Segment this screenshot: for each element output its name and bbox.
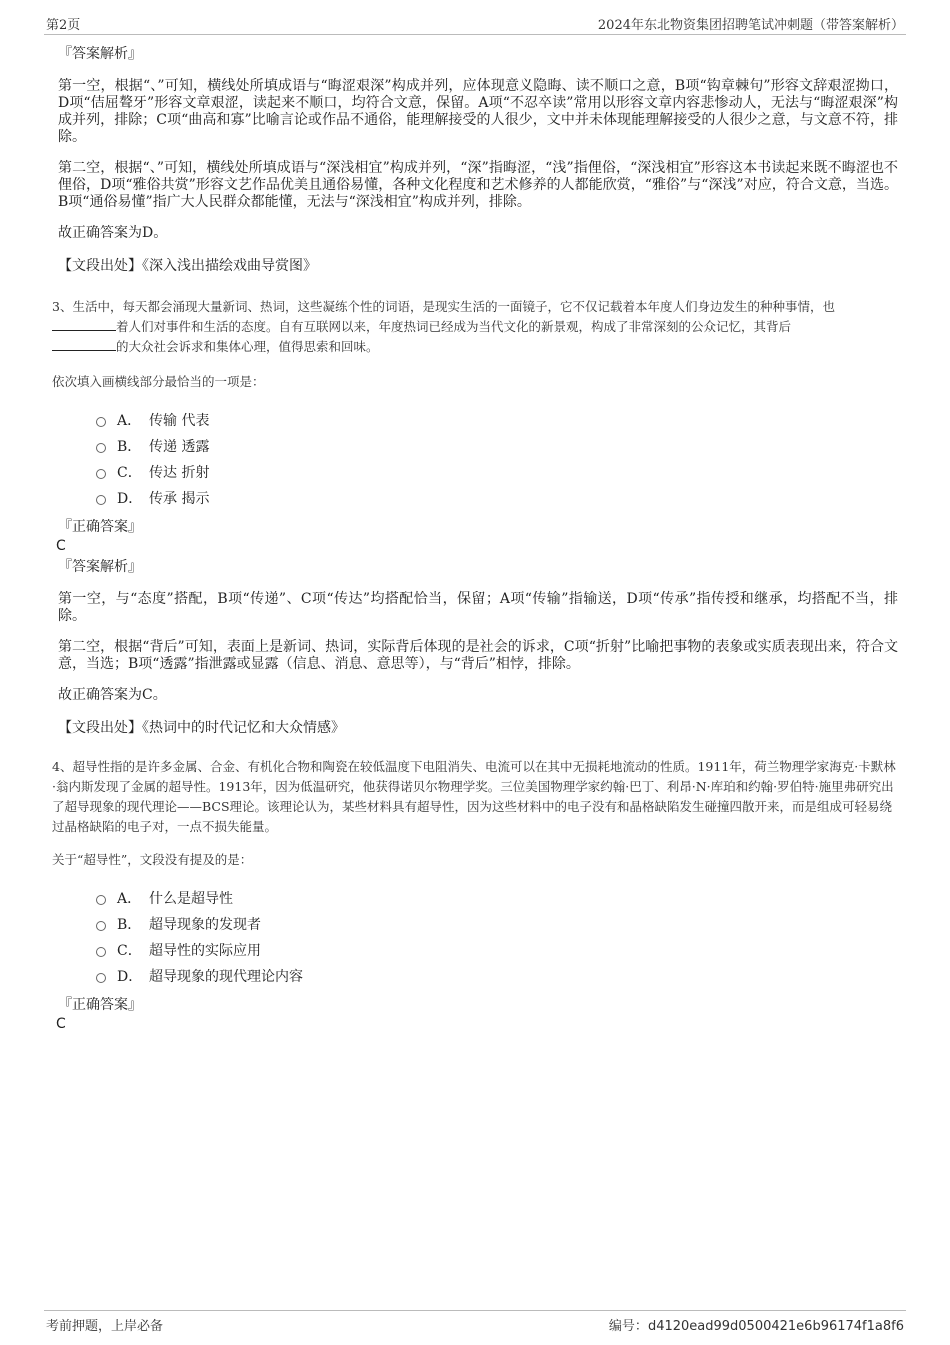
option-letter: B．	[117, 439, 142, 455]
option-text: 什么是超导性	[149, 891, 233, 907]
question-3	[52, 297, 898, 737]
option-text: 超导现象的现代理论内容	[149, 969, 303, 985]
document-code	[609, 1315, 904, 1334]
option-letter: A．	[117, 413, 142, 429]
radio-button-icon[interactable]	[96, 495, 106, 505]
radio-button-icon[interactable]	[96, 973, 106, 983]
document-code-value: d4120ead99d0500421e6b96174f1a8f6	[647, 1319, 904, 1334]
option-a[interactable]	[96, 885, 898, 911]
option-letter: C．	[117, 943, 142, 959]
option-letter: C．	[117, 465, 142, 481]
option-text: 传承 揭示	[149, 491, 210, 507]
correct-answer-label: 『正确答案』	[58, 997, 142, 1013]
page-content	[52, 44, 898, 1033]
analysis-label: 『答案解析』	[58, 46, 142, 62]
analysis-paragraph-2: 第二空，根据“背后”可知，表面上是新词、热词，实际背后体现的是社会的诉求，C项“折射”比喻把事物的表象或实质表现出来，符合文意，当选；B项“透露”指泄露或显露（信息、消息、意思等），与“背后”相悖，排除。	[58, 639, 898, 672]
question-3-text-part-1: 3、生活中，每天都会涌现大量新词、热词，这些凝练个性的词语，是现实生活的一面镜子，它不仅记载着本年度人们身边发生的种种事情，也	[52, 299, 835, 314]
radio-button-icon[interactable]	[96, 417, 106, 427]
analysis-paragraph-1: 第一空，与“态度”搭配，B项“传递”、C项“传达”均搭配恰当，保留；A项“传输”指输送，D项“传承”指传授和继承，均搭配不当，排除。	[58, 591, 898, 624]
option-d[interactable]	[96, 485, 898, 511]
option-c[interactable]	[96, 459, 898, 485]
analysis-conclusion: 故正确答案为C。	[58, 687, 167, 703]
document-code-label: 编号：	[608, 1319, 648, 1334]
fill-blank-2[interactable]	[52, 337, 116, 351]
correct-answer-value: C	[56, 1016, 66, 1032]
option-letter: D．	[117, 491, 143, 507]
option-text: 传递 透露	[149, 439, 210, 455]
fill-blank-1[interactable]	[52, 317, 116, 331]
analysis-conclusion: 故正确答案为D。	[58, 225, 168, 241]
radio-button-icon[interactable]	[96, 469, 106, 479]
analysis-paragraph-1: 第一空，根据“、”可知，横线处所填成语与“晦涩艰深”构成并列，应体现意义隐晦、读不顺口之意，B项“钩章棘句”形容文辞艰涩拗口，D项“佶屈聱牙”形容文章艰涩，读起来不顺口，均符合文意，保留。A项“不忍卒读”常用以形容文章内容悲惨动人，无法与“晦涩艰深”构成并列，排除；C项“曲高和寡”比喻言论或作品不通俗，能理解接受的人很少，文中并未体现能理解接受的人很少之意，与文意不符，排除。	[58, 78, 898, 145]
page-number: 第2页	[46, 18, 81, 33]
option-text: 超导现象的发现者	[149, 917, 261, 933]
option-letter: D．	[117, 969, 143, 985]
option-text: 传达 折射	[149, 465, 210, 481]
radio-button-icon[interactable]	[96, 443, 106, 453]
option-text: 超导性的实际应用	[149, 943, 261, 959]
option-letter: A．	[117, 891, 142, 907]
option-a[interactable]	[96, 407, 898, 433]
option-d[interactable]	[96, 963, 898, 989]
source-citation: 【文段出处】《深入浅出描绘戏曲导赏图》	[58, 258, 317, 274]
question-4-prompt: 关于“超导性”，文段没有提及的是：	[52, 852, 253, 867]
option-text: 传输 代表	[149, 413, 210, 429]
question-3-prompt: 依次填入画横线部分最恰当的一项是：	[52, 374, 265, 389]
radio-button-icon[interactable]	[96, 921, 106, 931]
radio-button-icon[interactable]	[96, 895, 106, 905]
question-4-options	[52, 885, 898, 989]
option-b[interactable]	[96, 433, 898, 459]
footer-slogan: 考前押题，上岸必备	[46, 1319, 164, 1334]
question-4	[52, 757, 898, 1033]
radio-button-icon[interactable]	[96, 947, 106, 957]
question-3-options	[52, 407, 898, 511]
q2-analysis-section	[52, 44, 898, 275]
correct-answer-value: C	[56, 538, 66, 554]
question-3-text-part-2: 着人们对事件和生活的态度。自有互联网以来，年度热词已经成为当代文化的新景观，构成了非常深刻的公众记忆，其背后	[116, 319, 792, 334]
correct-answer-label: 『正确答案』	[58, 519, 142, 535]
analysis-label: 『答案解析』	[58, 559, 142, 575]
option-letter: B．	[117, 917, 142, 933]
document-title: 2024年东北物资集团招聘笔试冲刺题（带答案解析）	[597, 18, 904, 33]
question-4-text: 4、超导性指的是许多金属、合金、有机化合物和陶瓷在较低温度下电阻消失、电流可以在其中无损耗地流动的性质。1911年，荷兰物理学家海克·卡默林·翁内斯发现了金属的超导性。1913年，因为低温研究，他获得诺贝尔物理学奖。三位美国物理学家约翰·巴丁、利昂·N·库珀和约翰·罗伯特·施里弗研究出了超导现象的现代理论——BCS理论。该理论认为，某些材料具有超导性，因为这些材料中的电子没有和晶格缺陷发生碰撞四散开来，而是组成可轻易绕过晶格缺陷的电子对，一点不损失能量。	[52, 759, 896, 834]
question-3-text	[52, 297, 898, 357]
question-3-text-part-3: 的大众社会诉求和集体心理，值得思索和回味。	[116, 339, 379, 354]
option-b[interactable]	[96, 911, 898, 937]
source-citation: 【文段出处】《热词中的时代记忆和大众情感》	[58, 720, 345, 736]
option-c[interactable]	[96, 937, 898, 963]
page-footer	[44, 1310, 906, 1335]
page-header	[44, 12, 906, 35]
analysis-paragraph-2: 第二空，根据“、”可知，横线处所填成语与“深浅相宜”构成并列，“深”指晦涩，“浅”指俚俗，“深浅相宜”形容这本书读起来既不晦涩也不俚俗，D项“雅俗共赏”形容文艺作品优美且通俗易懂，各种文化程度和艺术修养的人都能欣赏，“雅俗”与“深浅”对应，符合文意，当选。B项“通俗易懂”指广大人民群众都能懂，无法与“深浅相宜”构成并列，排除。	[58, 160, 898, 210]
